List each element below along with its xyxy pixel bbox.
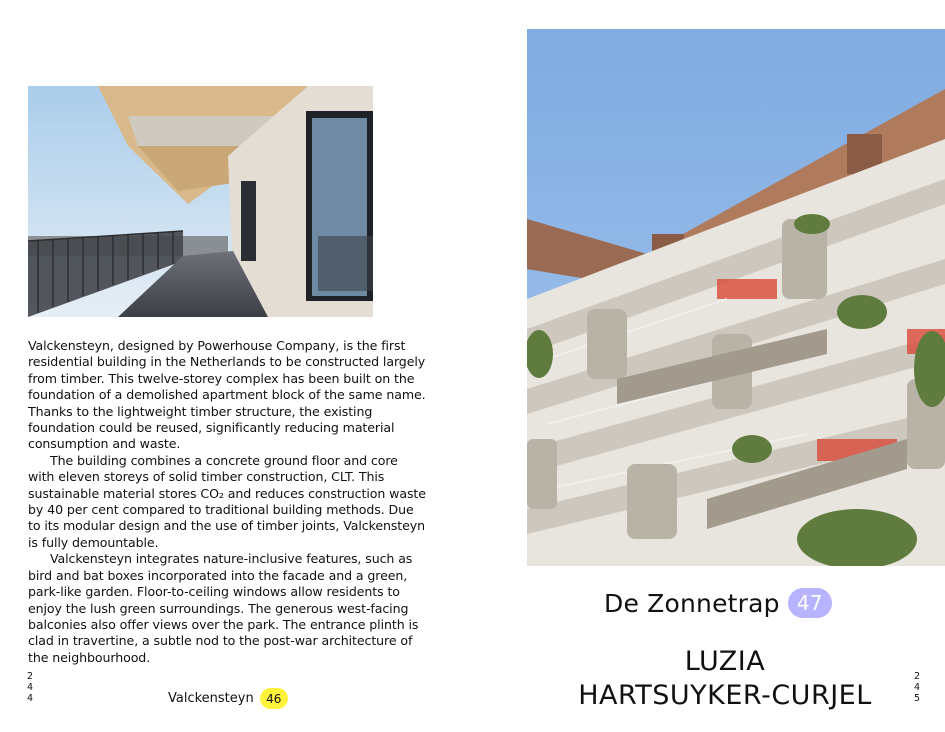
footer-number-badge: 46 [260, 688, 288, 709]
balcony-photo [28, 86, 373, 317]
entry-name: De Zonnetrap [604, 588, 780, 618]
entry-title [604, 588, 832, 618]
paragraph-3: Valckensteyn integrates nature-inclusive features, such as bird and bat boxes incorporated into the facade and a green, park-like garden. Floor-to-ceiling windows allow residents to enjoy the lush green surroundings. The generous west-facing balconies also offer views over the park. The entrance plinth is clad in travertine, a subtle nod to the post-war architecture of the neighbourhood. [28, 551, 419, 665]
page-number-digit: 4 [26, 682, 34, 693]
paragraph-1: Valckensteyn, designed by Powerhouse Company, is the first residential building in the Netherlands to be constructed largely from timber. This twelve-storey complex has been built on the foundation of a demolished apartment block of the same name. Thanks to the lightweight timber structure, the existing foundation could be reused, significantly reducing material consumption and waste. [28, 338, 426, 452]
page-number-digit: 5 [913, 693, 921, 704]
body-text [28, 338, 428, 666]
page-number-digit: 4 [26, 693, 34, 704]
architect-name [560, 645, 890, 713]
running-footer [168, 688, 288, 709]
architect-line-2: HARTSUYKER-CURJEL [578, 680, 872, 711]
architect-line-1: LUZIA [684, 646, 766, 677]
page-number-digit: 2 [913, 671, 921, 682]
paragraph-2: The building combines a concrete ground floor and core with eleven storeys of solid timber construction, CLT. This sustainable material stores CO₂ and reduces construction waste by 40 per cent compared to traditional building methods. Due to its modular design and the use of timber joints, Valckensteyn is fully demountable. [28, 452, 426, 550]
page-number-digit: 4 [913, 682, 921, 693]
page-number-right [912, 671, 922, 704]
entry-number-badge: 47 [788, 588, 832, 618]
page-number-left [25, 671, 35, 704]
footer-title: Valckensteyn [168, 691, 254, 706]
building-photo [527, 29, 945, 566]
page-number-digit: 2 [26, 671, 34, 682]
